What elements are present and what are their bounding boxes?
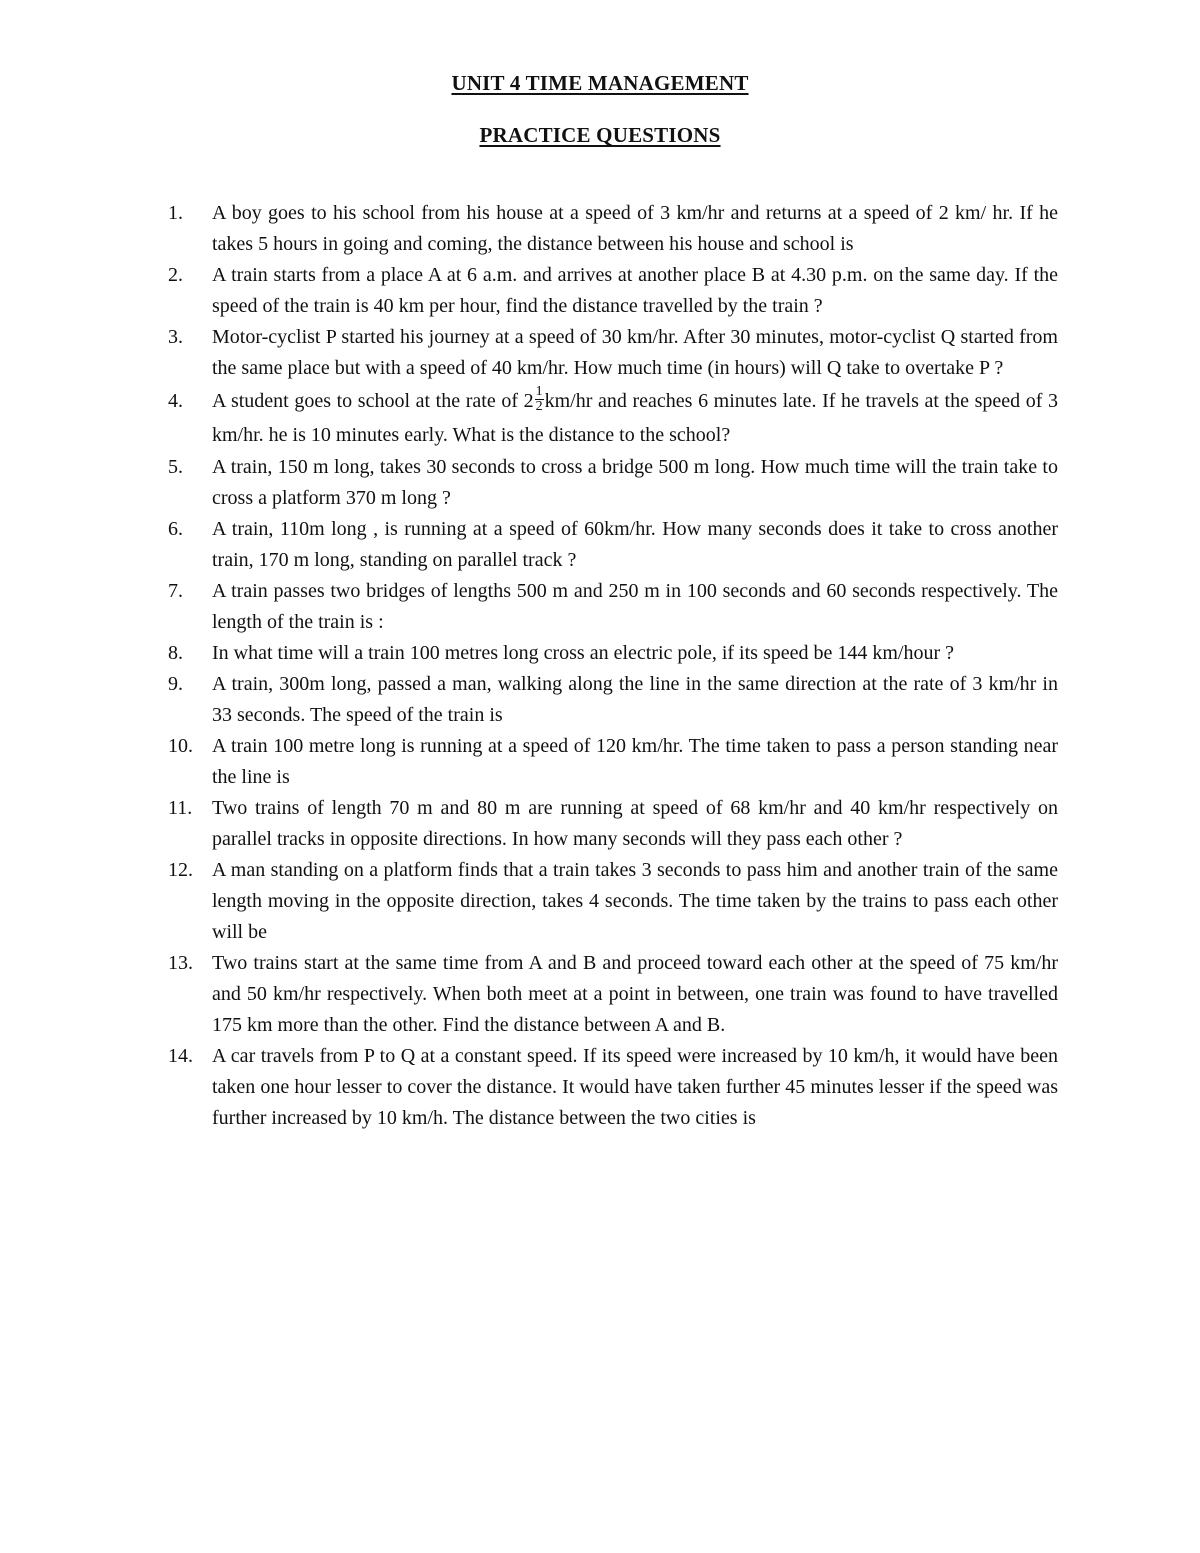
question-item-4: [168, 383, 1059, 452]
question-text: A train, 150 m long, takes 30 seconds to cross a bridge 500 m long. How much time will the train take to cross a platform 370 m long ?: [212, 456, 1058, 509]
question-number: 9.: [168, 673, 183, 695]
page-title: UNIT 4 TIME MANAGEMENT: [451, 71, 749, 95]
question-number: 14.: [168, 1045, 193, 1067]
fraction: [535, 385, 544, 414]
question-number: 2.: [168, 264, 183, 286]
question-text: A train starts from a place A at 6 a.m. and arrives at another place B at 4.30 p.m. on the same day. If the speed of the train is 40 km per hour, find the distance travelled by the train ?: [212, 264, 1058, 317]
question-item-7: [168, 576, 1058, 638]
question-number: 8.: [168, 642, 183, 664]
question-number: 1.: [168, 202, 183, 224]
fraction-numerator: 1: [535, 383, 543, 399]
page-subtitle: PRACTICE QUESTIONS: [479, 123, 721, 147]
question-text: A boy goes to his school from his house at a speed of 3 km/hr and returns at a speed of 2 km/ hr. If he takes 5 hours in going and coming, the distance between his house and school is: [212, 202, 1058, 255]
question-item-3: [168, 322, 1058, 384]
question-text: A train, 300m long, passed a man, walking along the line in the same direction at the rate of 3 km/hr in 33 seconds. The speed of the train is: [212, 673, 1058, 726]
question-item-5: [168, 452, 1058, 514]
question-text: Motor-cyclist P started his journey at a speed of 30 km/hr. After 30 minutes, motor-cyclist Q started from the same place but with a speed of 40 km/hr. How much time (in hours) will Q take to overtake P ?: [212, 326, 1058, 379]
question-number: 5.: [168, 456, 183, 478]
question-item-2: [168, 260, 1058, 322]
question-number: 7.: [168, 580, 183, 602]
question-text: Two trains start at the same time from A and B and proceed toward each other at the speed of 75 km/hr and 50 km/hr respectively. When both meet at a point in between, one train was found to have travelled 175 km more than the other. Find the distance between A and B.: [212, 952, 1058, 1036]
question-number: 6.: [168, 518, 183, 540]
question-text: A man standing on a platform finds that a train takes 3 seconds to pass him and another train of the same length moving in the opposite direction, takes 4 seconds. The time taken by the trains to pass each other will be: [212, 859, 1058, 943]
question-number: 13.: [168, 952, 193, 974]
question-text-after-fraction: km/hr and reaches 6 minutes late. If he travels at the speed of 3 km/hr. he is 10 minutes early. What is the distance to the school?: [212, 390, 1059, 446]
question-item-12: [168, 855, 1058, 948]
question-number: 10.: [168, 735, 193, 757]
question-text-before-fraction: A student goes to school at the rate of 2: [212, 390, 534, 412]
question-text: In what time will a train 100 metres long cross an electric pole, if its speed be 144 km/hour ?: [212, 642, 955, 664]
question-number: 11.: [168, 797, 193, 819]
question-item-9: [168, 669, 1058, 731]
question-number: 12.: [168, 859, 193, 881]
question-text: A train passes two bridges of lengths 500 m and 250 m in 100 seconds and 60 seconds respectively. The length of the train is :: [212, 580, 1058, 633]
question-number: 3.: [168, 326, 183, 348]
question-item-13: [168, 948, 1058, 1041]
question-text: Two trains of length 70 m and 80 m are running at speed of 68 km/hr and 40 km/hr respectively on parallel tracks in opposite directions. In how many seconds will they pass each other ?: [212, 797, 1058, 850]
question-list: [168, 198, 1059, 1134]
fraction-denominator: 2: [535, 398, 543, 414]
question-item-8: [168, 638, 1058, 669]
question-item-14: [168, 1041, 1058, 1134]
question-item-11: [168, 793, 1058, 855]
question-text: A train, 110m long , is running at a speed of 60km/hr. How many seconds does it take to cross another train, 170 m long, standing on parallel track ?: [212, 518, 1058, 571]
question-text: A car travels from P to Q at a constant speed. If its speed were increased by 10 km/h, it would have been taken one hour lesser to cover the distance. It would have taken further 45 minutes lesser if the speed was further increased by 10 km/h. The distance between the two cities is: [212, 1045, 1058, 1129]
question-text: A train 100 metre long is running at a speed of 120 km/hr. The time taken to pass a person standing near the line is: [212, 735, 1058, 788]
question-item-1: [168, 198, 1058, 260]
question-item-10: [168, 731, 1058, 793]
question-number: 4.: [168, 390, 183, 412]
question-item-6: [168, 514, 1058, 576]
